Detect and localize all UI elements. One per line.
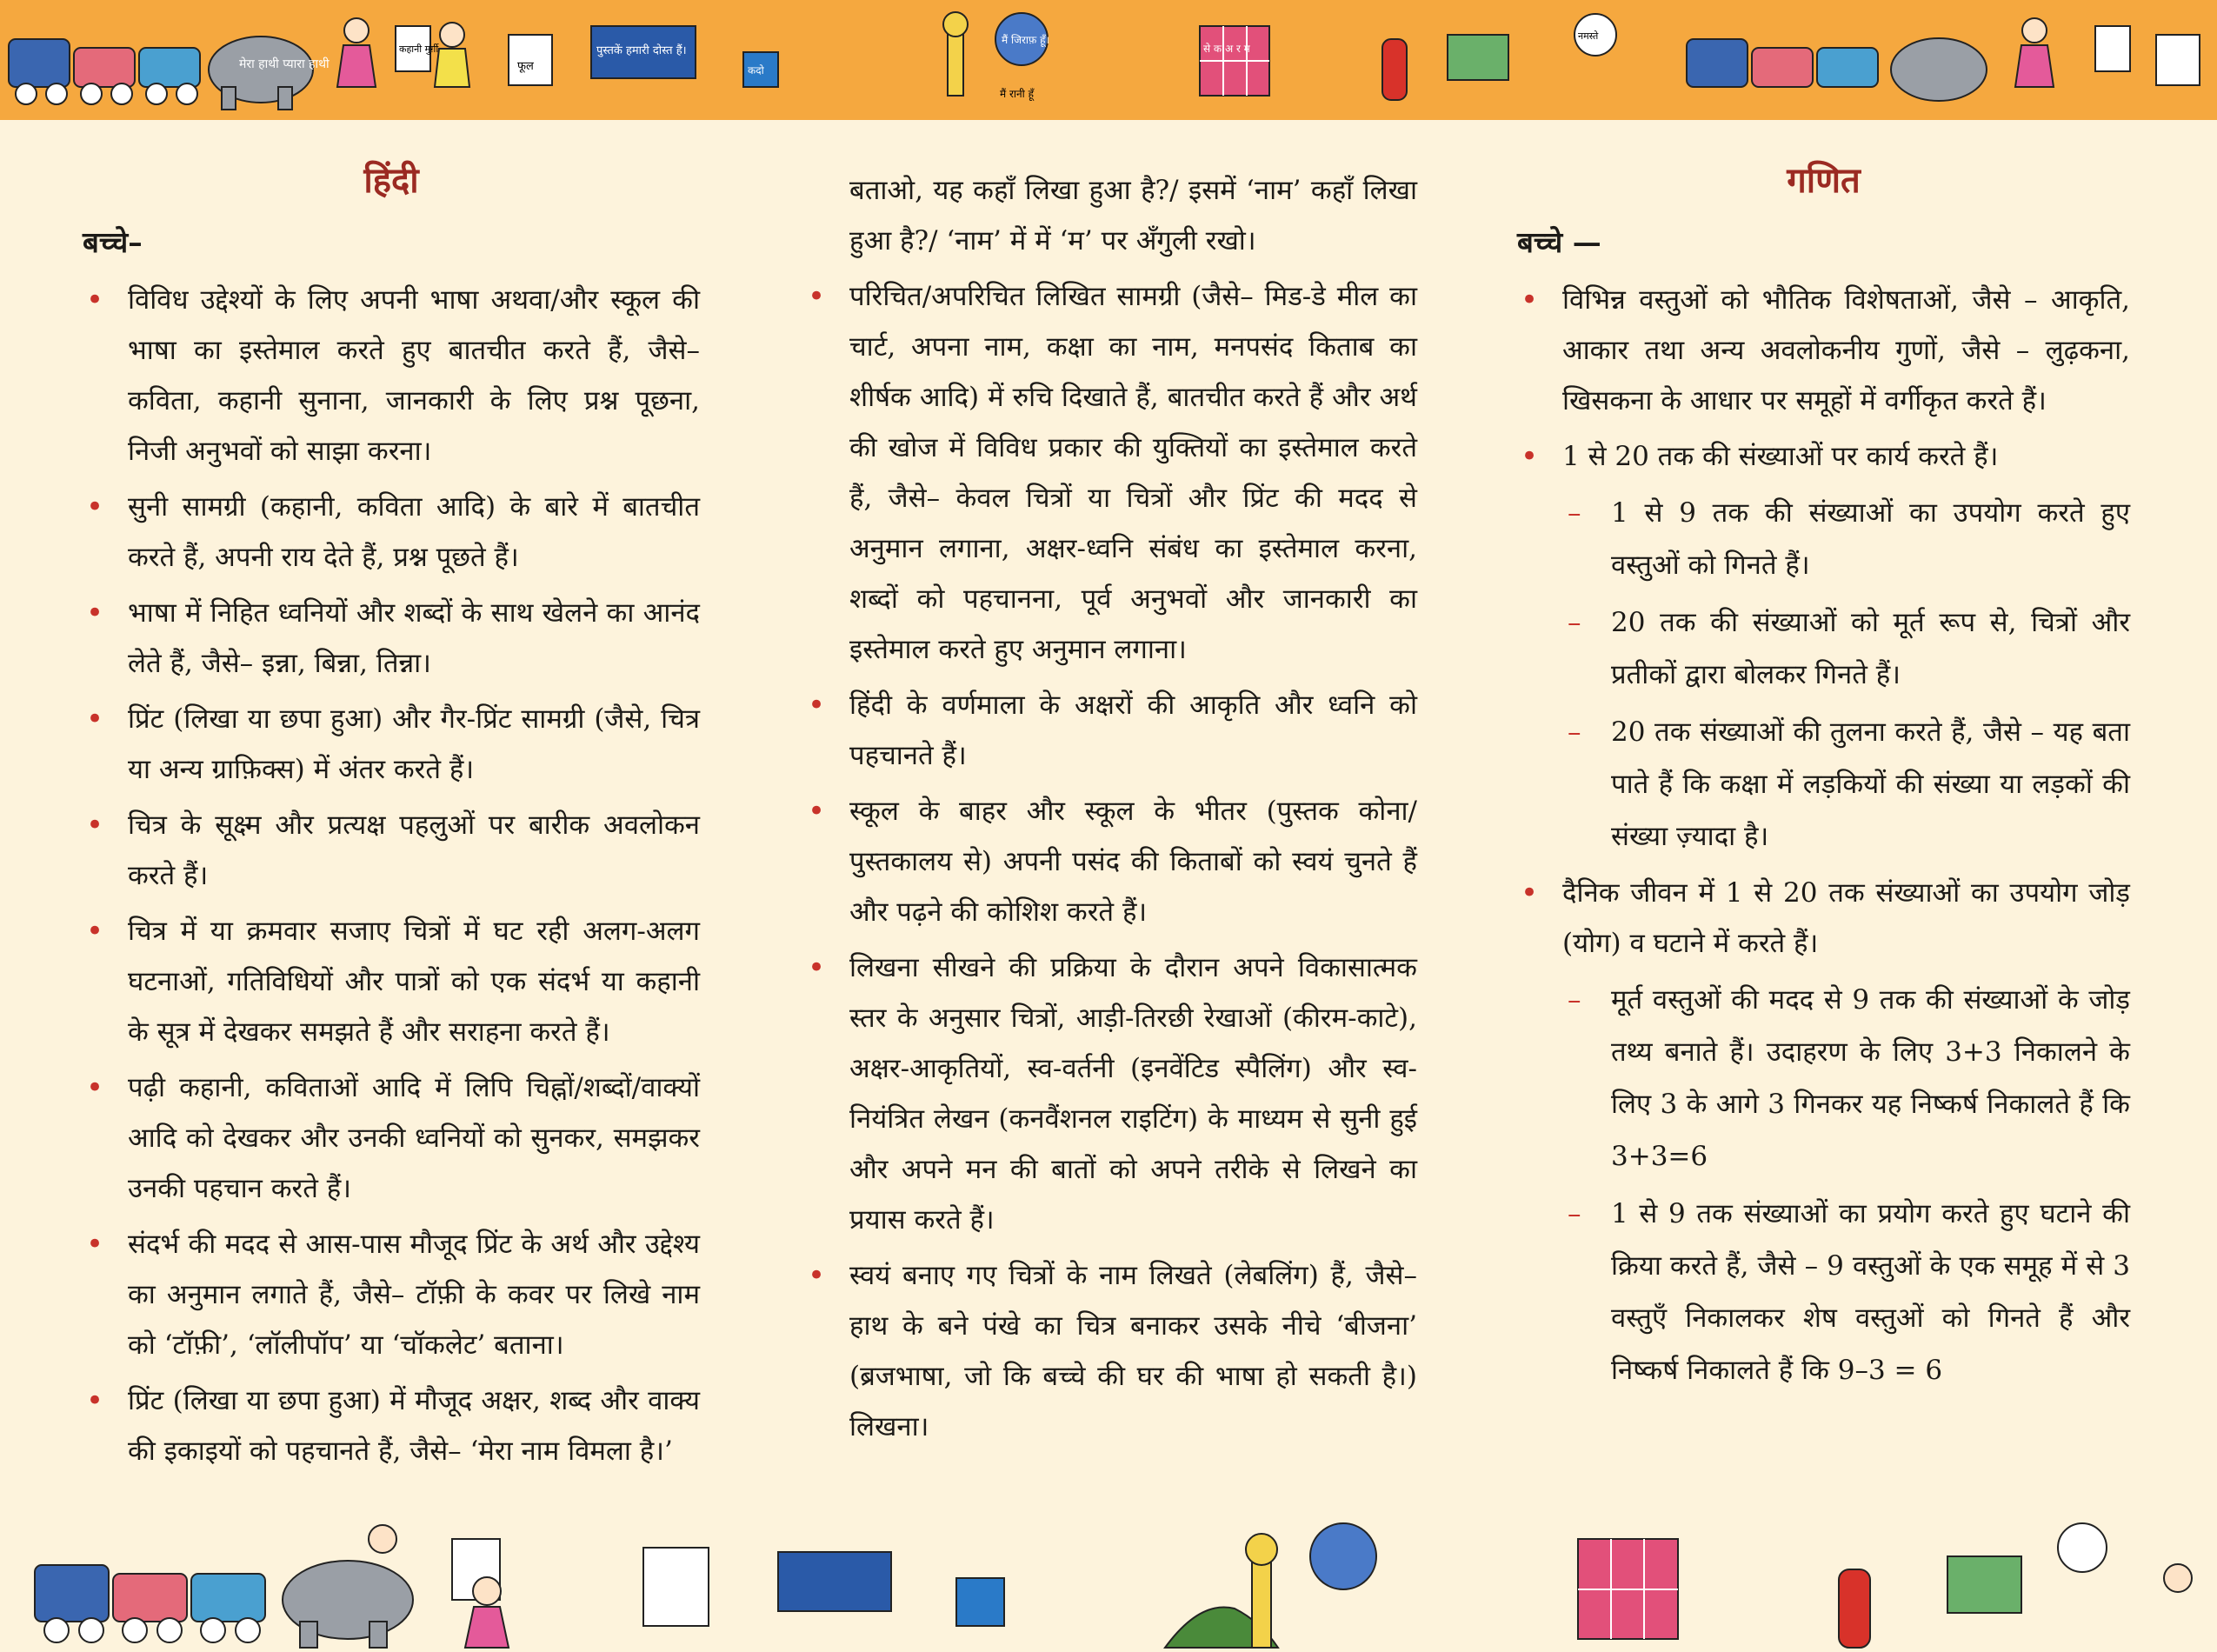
flower-sign: फूल <box>517 60 534 73</box>
list-item: • प्रिंट (लिखा या छपा हुआ) में मौजूद अक्षर, शब्द और वाक्य की इकाइयों को पहचानते हैं, जैसे– ‘मेरा नाम विमला है।’ <box>83 1376 700 1476</box>
bottom-illustrations <box>0 1504 2217 1652</box>
letter-grid-illustration-bottom <box>1578 1523 2192 1648</box>
math-column <box>1517 157 2130 1402</box>
hindi-continued-column <box>804 165 1417 1457</box>
list-item: • सुनी सामग्री (कहानी, कविता आदि) के बारे में बातचीत करते हैं, अपनी राय देते हैं, प्रश्न पूछते हैं। <box>83 482 700 583</box>
top-illustrations <box>0 0 2217 120</box>
sub-list-item: – 20 तक संख्याओं की तुलना करते हैं, जैसे – यह बता पाते हैं कि कक्षा में लड़कियों की संख्या या लड़कों की संख्या ज़्यादा है। <box>1517 706 2130 863</box>
queen-sign: मैं रानी हूँ <box>1000 88 1034 100</box>
hindi-column <box>83 157 700 1482</box>
children-illustration-bottom <box>452 1539 1004 1648</box>
letter-grid-illustration <box>1200 14 1616 100</box>
list-item: • पढ़ी कहानी, कविताओं आदि में लिपि चिह्नों/शब्दों/वाक्यों आदि को देखकर और उनकी ध्वनियों को सुनकर, समझकर उनकी पहचान करते हैं। <box>83 1062 700 1214</box>
list-item: • परिचित/अपरिचित लिखित सामग्री (जैसे– मिड-डे मील का चार्ट, अपना नाम, कक्षा का नाम, मनपसंद किताब का शीर्षक आदि) में रुचि दिखाते हैं, बातचीत करते हैं और अर्थ की खोज में विविध प्रकार की युक्तियों का इस्तेमाल करते हैं, जैसे– केवल चित्रों या चित्रों और प्रिंट की मदद से अनुमान लगाना, अक्षर-ध्वनि संबंध का इस्तेमाल करना, शब्दों को पहचानना, पूर्व अनुभवों और जानकारी का इस्तेमाल करते हुए अनुमान लगाना। <box>804 271 1417 675</box>
giraffe-illustration <box>943 12 1049 102</box>
math-list <box>1517 275 2130 1396</box>
list-item: • लिखना सीखने की प्रक्रिया के दौरान अपने विकासात्मक स्तर के अनुसार चित्रों, आड़ी-तिरछी रेखाओं (कीरम-काटे), अक्षर-आकृतियों, स्व-वर्तनी (इनवेंटिड स्पैलिंग) और स्व-नियंत्रित लेखन (कनवैंशनल राइटिंग) के माध्यम से सुनी हुई और अपने मन की बातों को अपने तरीके से लिखने का प्रयास करते हैं। <box>804 943 1417 1245</box>
train-illustration <box>9 39 200 104</box>
list-item: • हिंदी के वर्णमाला के अक्षरों की आकृति और ध्वनि को पहचानते हैं। <box>804 680 1417 781</box>
children-illustration <box>337 18 552 87</box>
giraffe-sign: मैं जिराफ़ हूँ। <box>1002 34 1050 46</box>
elephant-sign: मेरा हाथी प्यारा हाथी <box>239 57 330 71</box>
list-item: • दैनिक जीवन में 1 से 20 तक संख्याओं का उपयोग जोड़ (योग) व घटाने में करते हैं। <box>1517 868 2130 969</box>
train-illustration-right <box>1687 18 2200 101</box>
kite-sign: कदो <box>748 64 764 77</box>
sub-list-item: – मूर्त वस्तुओं की मदद से 9 तक की संख्याओं के जोड़ तथ्य बनाते हैं। उदाहरण के लिए 3+3 निकालने के लिए 3 के आगे 3 गिनकर यह निष्कर्ष निकालते हैं कि 3+3=6 <box>1517 974 2130 1182</box>
list-item: • विविध उद्देश्यों के लिए अपनी भाषा अथवा/और स्कूल की भाषा का इस्तेमाल करते हुए बातचीत करते हैं, जैसे– कविता, कहानी सुनाना, जानकारी के लिए प्रश्न पूछना, निजी अनुभवों को साझा करना। <box>83 275 700 476</box>
small-book-sign: कहानी मुर्ग़ी <box>399 43 439 55</box>
list-item: • भाषा में निहित ध्वनियों और शब्दों के साथ खेलने का आनंद लेते हैं, जैसे– इन्ना, बिन्ना, तिन्ना। <box>83 588 700 689</box>
grid-sign: से क अ र म <box>1203 43 1250 55</box>
books-board-illustration <box>591 26 778 87</box>
math-heading: गणित <box>1787 160 1861 201</box>
list-item: • चित्र में या क्रमवार सजाए चित्रों में घट रही अलग-अलग घटनाओं, गतिविधियों और पात्रों को एक संदर्भ या कहानी के सूत्र में देखकर समझते हैं और सराहना करते हैं। <box>83 906 700 1057</box>
namaste-sign: नमस्ते <box>1578 30 1599 42</box>
list-item: • प्रिंट (लिखा या छपा हुआ) और गैर-प्रिंट सामग्री (जैसे, चित्र या अन्य ग्राफ़िक्स) में अंतर करते हैं। <box>83 694 700 795</box>
list-item: • 1 से 20 तक की संख्याओं पर कार्य करते हैं। <box>1517 431 2130 482</box>
hindi-lead: बच्चे– <box>83 225 143 259</box>
list-item: • विभिन्न वस्तुओं को भौतिक विशेषताओं, जैसे – आकृति, आकार तथा अन्य अवलोकनीय गुणों, जैसे – लुढ़कना, खिसकना के आधार पर समूहों में वर्गीकृत करते हैं। <box>1517 275 2130 426</box>
middle-list <box>804 271 1417 1452</box>
list-item: • स्वयं बनाए गए चित्रों के नाम लिखते (लेबलिंग) हैं, जैसे– हाथ के बने पंखे का चित्र बनाकर उसके नीचे ‘बीजना’ (ब्रजभाषा, जो कि बच्चे की घर की भाषा हो सकती है।) लिखना। <box>804 1250 1417 1452</box>
list-item: • संदर्भ की मदद से आस-पास मौजूद प्रिंट के अर्थ और उद्देश्य का अनुमान लगाते हैं, जैसे– टॉफ़ी के कवर पर लिखे नाम को ‘टॉफ़ी’, ‘लॉलीपॉप’ या ‘चॉकलेट’ बताना। <box>83 1219 700 1370</box>
train-illustration-bottom <box>35 1565 265 1642</box>
math-lead: बच्चे — <box>1517 225 1601 259</box>
sub-list-item: – 20 तक की संख्याओं को मूर्त रूप से, चित्रों और प्रतीकों द्वारा बोलकर गिनते हैं। <box>1517 596 2130 701</box>
elephant-illustration <box>209 37 330 110</box>
top-illustration-band <box>0 0 2217 120</box>
hindi-list <box>83 275 700 1476</box>
continuation-text: बताओ, यह कहाँ लिखा हुआ है?/ इसमें ‘नाम’ कहाँ लिखा हुआ है?/ ‘नाम’ में में ‘म’ पर अँगुली रखो। <box>849 175 1417 256</box>
sub-list-item: – 1 से 9 तक संख्याओं का प्रयोग करते हुए घटाने की क्रिया करते हैं, जैसे – 9 वस्तुओं के एक समूह में से 3 वस्तुएँ निकालकर शेष वस्तुओं को गिनते हैं और निष्कर्ष निकालते हैं कि 9–3 = 6 <box>1517 1188 2130 1396</box>
sub-list-item: – 1 से 9 तक की संख्याओं का उपयोग करते हुए वस्तुओं को गिनते हैं। <box>1517 487 2130 591</box>
list-item: • चित्र के सूक्ष्म और प्रत्यक्ष पहलुओं पर बारीक अवलोकन करते हैं। <box>83 800 700 901</box>
board-sign: पुस्तकें हमारी दोस्त हैं। <box>596 44 687 57</box>
elephant-illustration-bottom <box>283 1525 413 1648</box>
hindi-heading: हिंदी <box>363 160 419 201</box>
giraffe-illustration-bottom <box>1165 1523 1376 1648</box>
bottom-illustration-band <box>0 1504 2217 1652</box>
list-item: • स्कूल के बाहर और स्कूल के भीतर (पुस्तक कोना/ पुस्तकालय से) अपनी पसंद की किताबों को स्वयं चुनते हैं और पढ़ने की कोशिश करते हैं। <box>804 786 1417 937</box>
